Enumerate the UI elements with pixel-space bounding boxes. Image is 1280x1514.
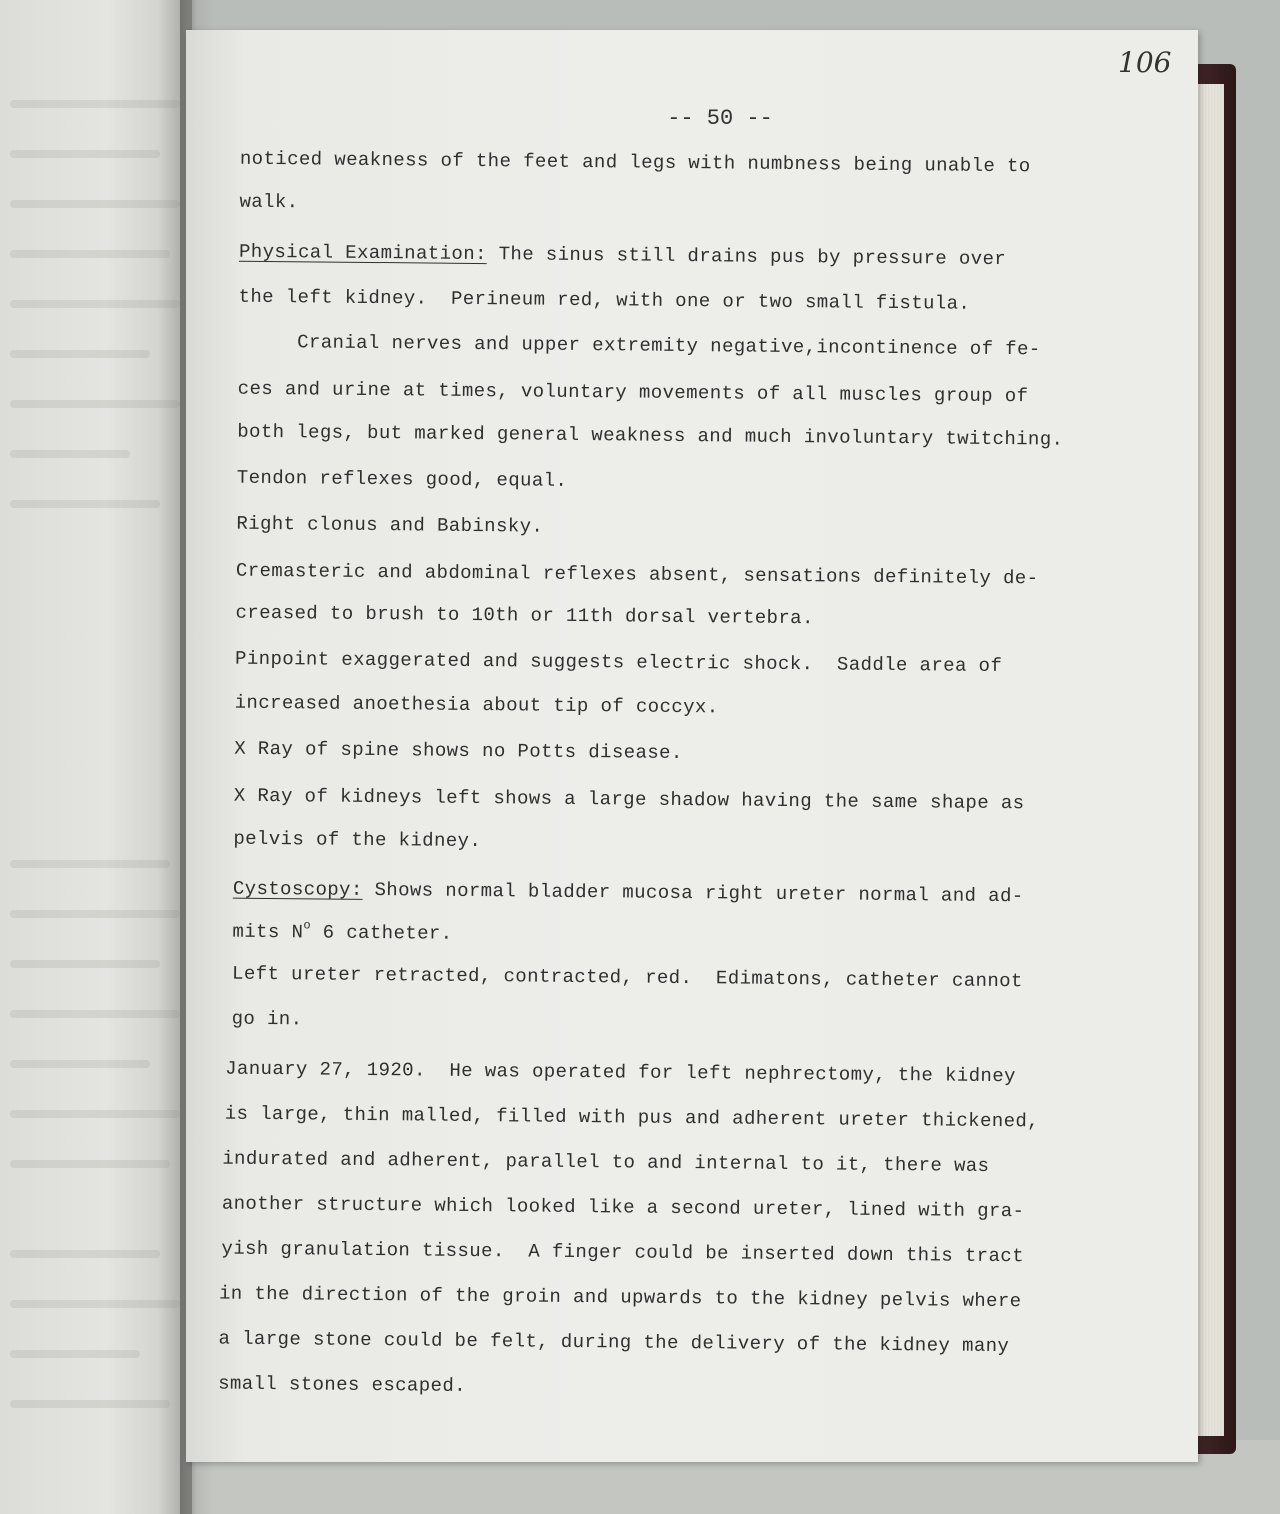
text-line: ces and urine at times, voluntary movements of all muscles group of (237, 377, 1029, 408)
text-line: yish granulation tissue. A finger could be inserted down this tract (221, 1237, 1025, 1268)
text-line: go in. (231, 1007, 303, 1031)
text-line: X Ray of kidneys left shows a large shadow having the same shape as (233, 784, 1025, 815)
text-line: Cranial nerves and upper extremity negative,incontinence of fe- (238, 330, 1041, 361)
text-line: both legs, but marked general weakness and much involuntary twitching. (237, 420, 1064, 451)
text-line: Cystoscopy: Shows normal bladder mucosa right ureter normal and ad- (232, 877, 1024, 908)
text-line: Right clonus and Babinsky. (236, 512, 544, 538)
text-line: the left kidney. Perineum red, with one or two small fistula. (238, 285, 971, 315)
text-line: a large stone could be felt, during the delivery of the kidney many (218, 1327, 1010, 1358)
left-page (0, 0, 192, 1514)
folio-number: 106 (1118, 46, 1172, 79)
page-edges (1196, 84, 1224, 1436)
superscript: o (303, 918, 312, 933)
text-line: walk. (239, 190, 299, 214)
text-line: small stones escaped. (218, 1372, 467, 1397)
text-line: increased anoethesia about tip of coccyx. (234, 691, 719, 719)
text-line: Tendon reflexes good, equal. (236, 466, 568, 492)
text-line: Cremasteric and abdominal reflexes absent, sensations definitely de- (235, 559, 1039, 590)
text-line: X Ray of spine shows no Potts disease. (234, 737, 683, 764)
text-line: indurated and adherent, parallel to and internal to it, there was (222, 1147, 990, 1177)
text-line: Left ureter retracted, contracted, red. Edimatons, catheter cannot (231, 962, 1023, 993)
text-line: another structure which looked like a second ureter, lined with gra- (221, 1192, 1025, 1223)
page-number: -- 50 -- (667, 106, 773, 131)
section-heading: Cystoscopy: (232, 877, 363, 901)
text-line: is large, thin malled, filled with pus and adherent ureter thickened, (224, 1102, 1040, 1133)
text-line: noticed weakness of the feet and legs with numbness being unable to (239, 147, 1031, 178)
section-heading: Physical Examination: (238, 240, 487, 266)
text-line: mits $N^o$ 6 catheter. (232, 918, 453, 945)
text-line: in the direction of the groin and upwards to the kidney pelvis where (218, 1282, 1022, 1313)
text-line: creased to brush to 10th or 11th dorsal vertebra. (235, 601, 814, 630)
text-line: Pinpoint exaggerated and suggests electric shock. Saddle area of (235, 647, 1003, 678)
text-line: Physical Examination: The sinus still drains pus by pressure over (238, 240, 1007, 271)
text-line: January 27, 1920. He was operated for left nephrectomy, the kidney (225, 1057, 1016, 1088)
text-line: pelvis of the kidney. (233, 827, 482, 853)
